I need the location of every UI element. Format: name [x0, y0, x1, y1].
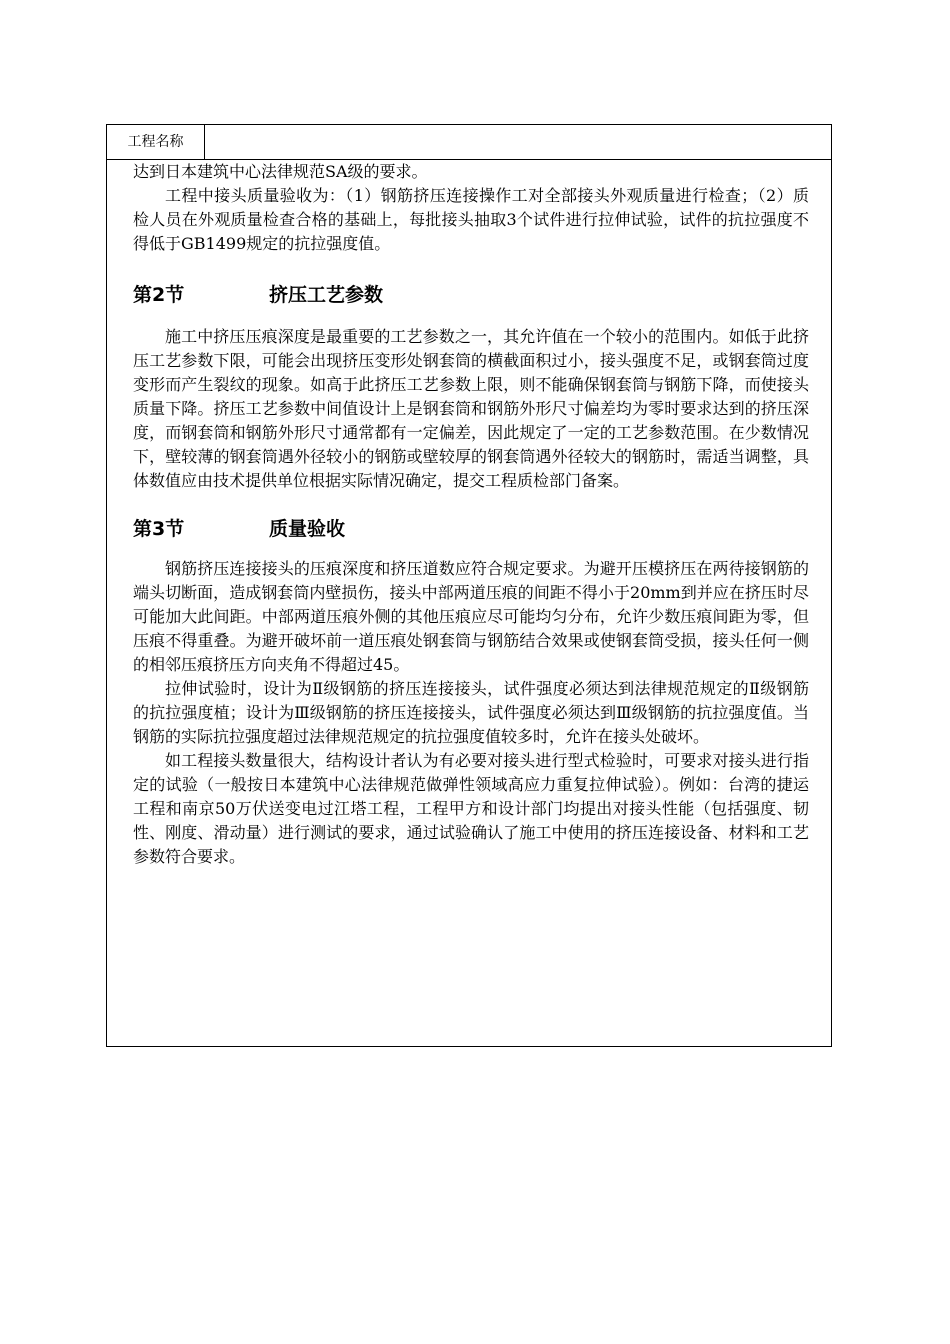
section-2-paragraph-1: 施工中挤压压痕深度是最重要的工艺参数之一，其允许值在一个较小的范围内。如低于此挤压工艺参数下限，可能会出现挤压变形处钢套筒的横截面积过小，接头强度不足，或钢套筒过度变形而产生裂纹的现象。如高于此挤压工艺参数上限，则不能确保钢套筒与钢筋下降，而使接头质量下降。挤压工艺参数中间值设计上是钢套筒和钢筋外形尺寸偏差均为零时要求达到的挤压深度，而钢套筒和钢筋外形尺寸通常都有一定偏差，因此规定了一定的工艺参数范围。在少数情况下，壁较薄的钢套筒遇外径较小的钢筋或壁较厚的钢套筒遇外径较大的钢筋时，需适当调整，具体数值应由技术提供单位根据实际情况确定，提交工程质检部门备案。 [133, 327, 809, 490]
section-3-paragraph-3: 如工程接头数量很大，结构设计者认为有必要对接头进行型式检验时，可要求对接头进行指定的试验（一般按日本建筑中心法律规范做弹性领域高应力重复拉伸试验）。例如：台湾的捷运工程和南京50万伏送变电过江塔工程，工程甲方和设计部门均提出对接头性能（包括强度、韧性、刚度、滑动量）进行测试的要求，通过试验确认了施工中使用的挤压连接设备、材料和工艺参数符合要求。 [133, 751, 809, 866]
section-3-title: 质量验收 [269, 518, 346, 540]
section-3-paragraph-1: 钢筋挤压连接接头的压痕深度和挤压道数应符合规定要求。为避开压模挤压在两待接钢筋的端头切断面，造成钢套筒内壁损伤，接头中部两道压痕的间距不得小于20mm到并应在挤压时尽可能加大此间距。中部两道压痕外侧的其他压痕应尽可能均匀分布，允许少数压痕间距为零，但压痕不得重叠。为避开破坏前一道压痕处钢套筒与钢筋结合效果或使钢套筒受损，接头任何一侧的相邻压痕挤压方向夹角不得超过45。 [133, 559, 809, 674]
document-body [133, 160, 809, 869]
section-2-title: 挤压工艺参数 [269, 284, 384, 306]
project-name-value [205, 125, 831, 159]
section-2-heading [133, 283, 809, 307]
project-name-label: 工程名称 [107, 125, 205, 159]
section-3-heading [133, 517, 809, 541]
section-2-number: 第2节 [133, 284, 185, 306]
section-3-number: 第3节 [133, 518, 185, 540]
section-3-paragraph-2: 拉伸试验时，设计为Ⅱ级钢筋的挤压连接接头，试件强度必须达到法律规范规定的Ⅱ级钢筋的抗拉强度植；设计为Ⅲ级钢筋的挤压连接接头，试件强度必须达到Ⅲ级钢筋的抗拉强度值。当钢筋的实际抗拉强度超过法律规范规定的抗拉强度值较多时，允许在接头处破坏。 [133, 679, 809, 746]
document-frame [106, 124, 832, 1047]
intro-paragraph-2: 工程中接头质量验收为：（1）钢筋挤压连接操作工对全部接头外观质量进行检查；（2）质检人员在外观质量检查合格的基础上，每批接头抽取3个试件进行拉伸试验，试件的抗拉强度不得低于GB1499规定的抗拉强度值。 [133, 186, 809, 253]
intro-paragraph-1: 达到日本建筑中心法律规范SA级的要求。 [133, 162, 428, 181]
project-name-row [107, 125, 831, 160]
